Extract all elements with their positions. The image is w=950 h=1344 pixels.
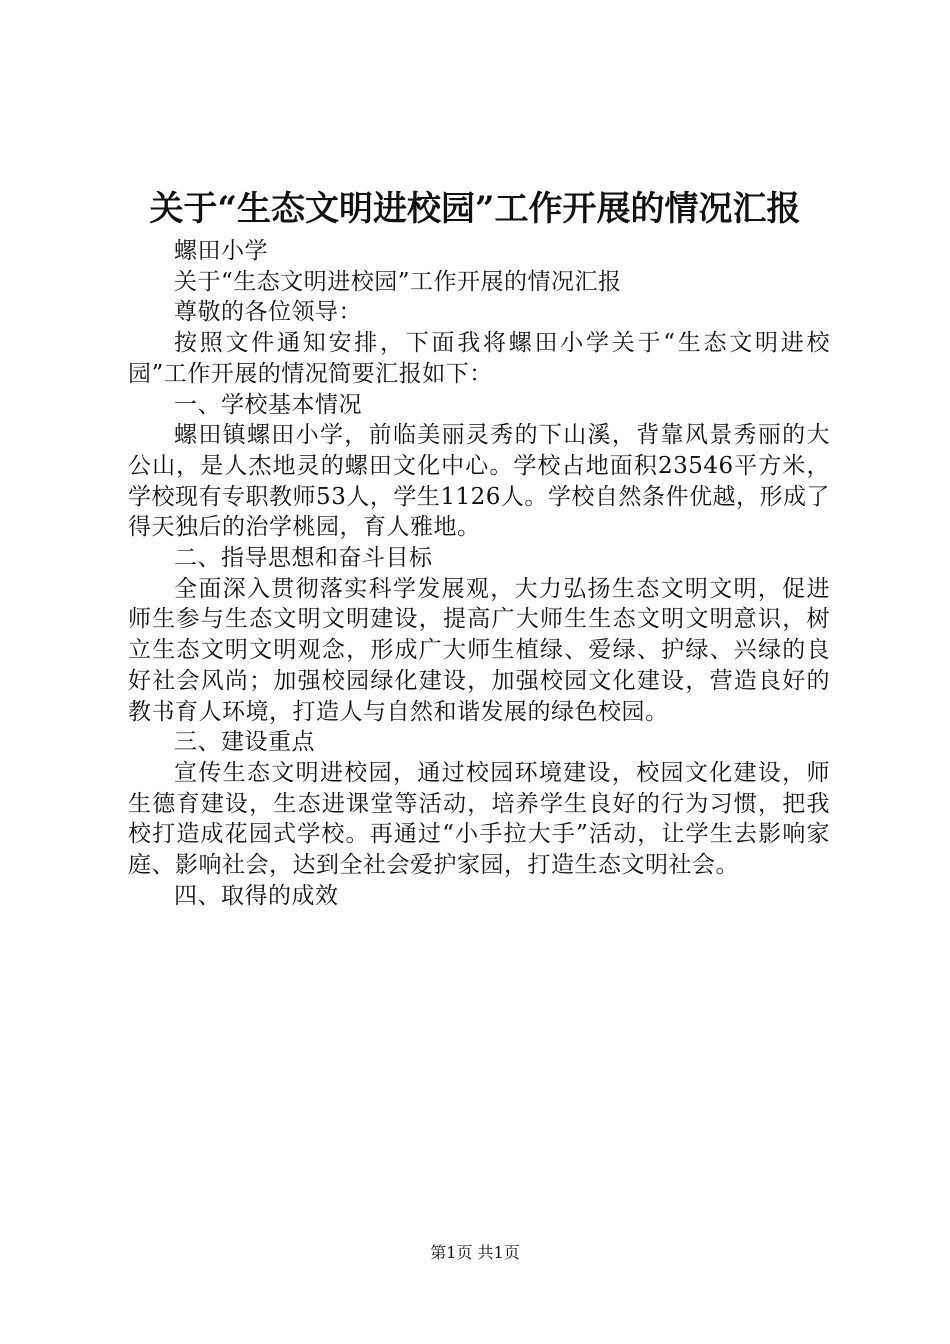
paragraph-section-3: 宣传生态文明进校园，通过校园环境建设，校园文化建设，师生德育建设，生态进课堂等活动，培养学生良好的行为习惯，把我校打造成花园式学校。再通过“小手拉大手”活动，让学生去影响家庭、影响社会，达到全社会爱护家园，打造生态文明社会。	[128, 759, 830, 879]
paragraph-section-1: 螺田镇螺田小学，前临美丽灵秀的下山溪，背靠风景秀丽的大公山，是人杰地灵的螺田文化中心。学校占地面积23546平方米，学校现有专职教师53人，学生1126人。学校自然条件优越，形成了得天独后的治学桃园，育人雅地。	[128, 422, 830, 541]
paragraph-subtitle: 关于“生态文明进校园”工作开展的情况汇报	[174, 268, 622, 295]
paragraph-section-2: 全面深入贯彻落实科学发展观，大力弘扬生态文明文明，促进师生参与生态文明文明建设，提高广大师生生态文明文明意识，树立生态文明文明观念，形成广大师生植绿、爱绿、护绿、兴绿的良好社会风尚；加强校园绿化建设，加强校园文化建设，营造良好的教书育人环境，打造人与自然和谐发展的绿色校园。	[128, 575, 830, 725]
paragraph-school-name: 螺田小学	[174, 238, 268, 264]
section-heading-3: 三、建设重点	[174, 729, 315, 756]
document-body	[128, 236, 830, 911]
section-heading-4: 四、取得的成效	[174, 882, 339, 909]
section-heading-2: 二、指导思想和奋斗目标	[174, 545, 433, 572]
document-title: 关于“生态文明进校园”工作开展的情况汇报	[149, 189, 801, 229]
paragraph-salutation: 尊敬的各位领导：	[174, 299, 362, 326]
section-heading-1: 一、学校基本情况	[174, 391, 362, 418]
page-footer: 第1页 共1页	[430, 1243, 520, 1262]
paragraph-intro: 按照文件通知安排，下面我将螺田小学关于“生态文明进校园”工作开展的情况简要汇报如下：	[128, 330, 830, 387]
